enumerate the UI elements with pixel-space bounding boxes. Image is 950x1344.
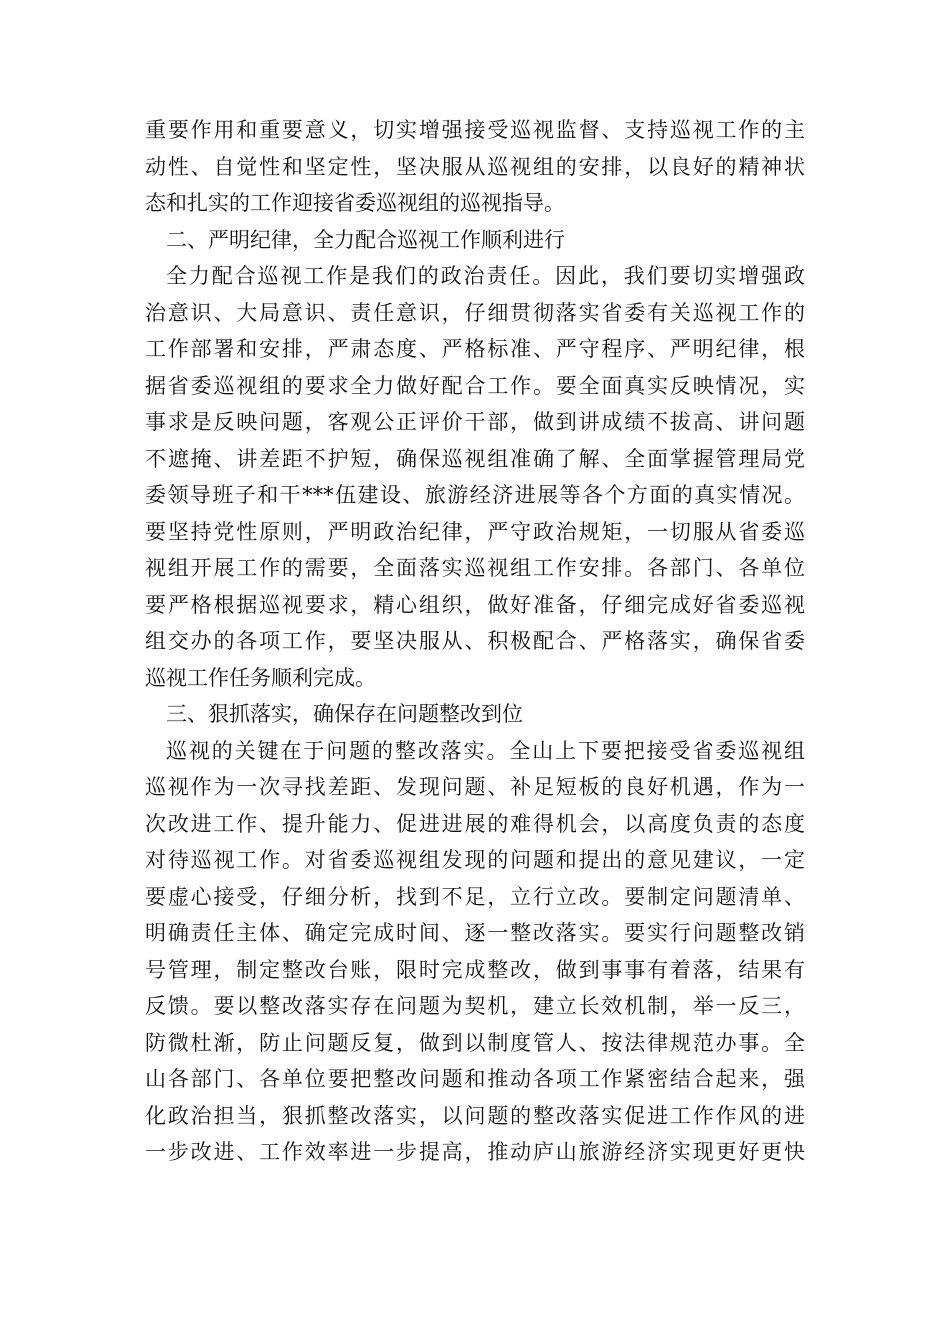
text-line: 明确责任主体、确定完成时间、逐一整改落实。要实行问题整改销: [145, 921, 805, 945]
text-line: 重要作用和重要意义，切实增强接受巡视监督、支持巡视工作的主: [145, 118, 805, 142]
text-line: 治意识、大局意识、责任意识，仔细贯彻落实省委有关巡视工作的: [145, 300, 805, 325]
text-line: 事求是反映问题，客观公正评价干部，做到讲成绩不拔高、讲问题: [145, 410, 805, 434]
text-line: 要虚心接受，仔细分析，找到不足，立行立改。要制定问题清单、: [145, 884, 805, 909]
text-line: 巡视工作任务顺利完成。: [145, 665, 376, 690]
text-line: 山各部门、各单位要把整改问题和推动各项工作紧密结合起来，强: [145, 1067, 805, 1091]
text-line: 全力配合巡视工作是我们的政治责任。因此，我们要切实增强政: [166, 264, 805, 288]
text-line: 要严格根据巡视要求，精心组织，做好准备，仔细完成好省委巡视: [145, 592, 805, 617]
document-body: [145, 112, 805, 1171]
text-line: 要坚持党性原则，严明政治纪律，严守政治规矩，一切服从省委巡: [145, 519, 805, 544]
text-line: 视组开展工作的需要，全面落实巡视组工作安排。各部门、各单位: [145, 556, 805, 580]
text-line: 据省委巡视组的要求全力做好配合工作。要全面真实反映情况，实: [145, 373, 805, 398]
text-line: 次改进工作、提升能力、促进进展的难得机会，以高度负责的态度: [145, 811, 805, 836]
text-line: 号管理，制定整改台账，限时完成整改，做到事事有着落，结果有: [145, 957, 805, 982]
text-line: 态和扎实的工作迎接省委巡视组的巡视指导。: [145, 191, 565, 215]
text-line: 化政治担当，狠抓整改落实，以问题的整改落实促进工作作风的进: [145, 1103, 805, 1128]
text-line: 对待巡视工作。对省委巡视组发现的问题和提出的意见建议，一定: [145, 848, 805, 872]
section-heading: 三、狠抓落实，确保存在问题整改到位: [166, 702, 523, 726]
text-line: 动性、自觉性和坚定性，坚决服从巡视组的安排，以良好的精神状: [145, 154, 805, 179]
text-line: 工作部署和安排，严肃态度、严格标准、严守程序、严明纪律，根: [145, 337, 805, 361]
text-line: 防微杜渐，防止问题反复，做到以制度管人、按法律规范办事。全: [145, 1030, 805, 1055]
text-line: 巡视作为一次寻找差距、发现问题、补足短板的良好机遇，作为一: [145, 775, 805, 799]
text-line: 反馈。要以整改落实存在问题为契机，建立长效机制，举一反三，: [145, 994, 805, 1018]
text-line: 巡视的关键在于问题的整改落实。全山上下要把接受省委巡视组: [166, 738, 805, 763]
text-line: 组交办的各项工作，要坚决服从、积极配合、严格落实，确保省委: [145, 629, 805, 653]
text-line: 委领导班子和干***伍建设、旅游经济进展等各个方面的真实情况。: [145, 483, 805, 507]
text-line: 不遮掩、讲差距不护短，确保巡视组准确了解、全面掌握管理局党: [145, 446, 805, 471]
text-line: 一步改进、工作效率进一步提高，推动庐山旅游经济实现更好更快: [145, 1140, 805, 1164]
section-heading: 二、严明纪律，全力配合巡视工作顺利进行: [166, 227, 565, 252]
